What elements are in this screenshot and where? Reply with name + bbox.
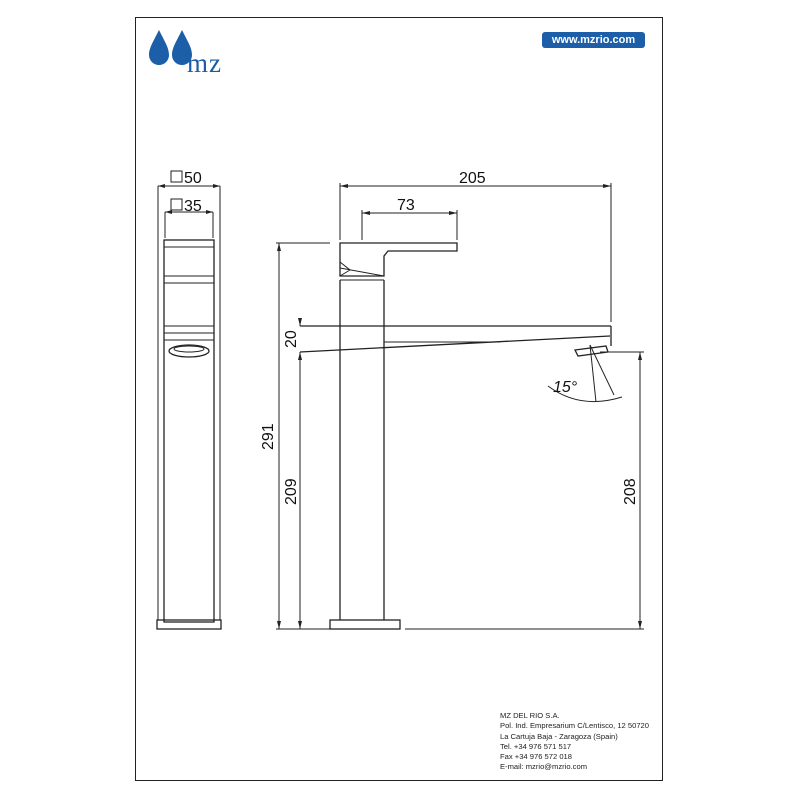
company-fax: Fax +34 976 572 018 [500,752,572,762]
dimension-spout-base-height: 209 [283,478,300,505]
dimension-inner-square: 35 [184,198,202,215]
company-name: MZ DEL RIO S.A. [500,711,560,720]
company-address-line1: Pol. Ind. Empresarium C/Lentisco, 12 50720 [500,721,650,731]
website-link[interactable]: www.mzrio.com [542,32,645,48]
company-address-line2: La Cartuja Baja - Zaragoza (Spain) [500,731,618,741]
dimension-total-reach: 205 [459,170,486,187]
logo-text: mz [187,48,222,78]
square-symbol-icon [171,199,182,210]
square-symbol-icon [171,171,182,182]
dimension-handle-reach: 73 [397,197,415,214]
company-email[interactable]: E-mail: mzrio@mzrio.com [500,762,588,772]
dimension-outlet-height: 208 [622,478,639,505]
dimension-total-height: 291 [260,423,277,450]
dimension-outlet-angle: 15° [553,379,578,396]
dimension-outer-square: 50 [184,170,202,187]
company-tel: Tel. +34 976 571 517 [500,741,572,751]
dimension-spout-height: 20 [283,330,300,348]
company-info [500,711,649,773]
